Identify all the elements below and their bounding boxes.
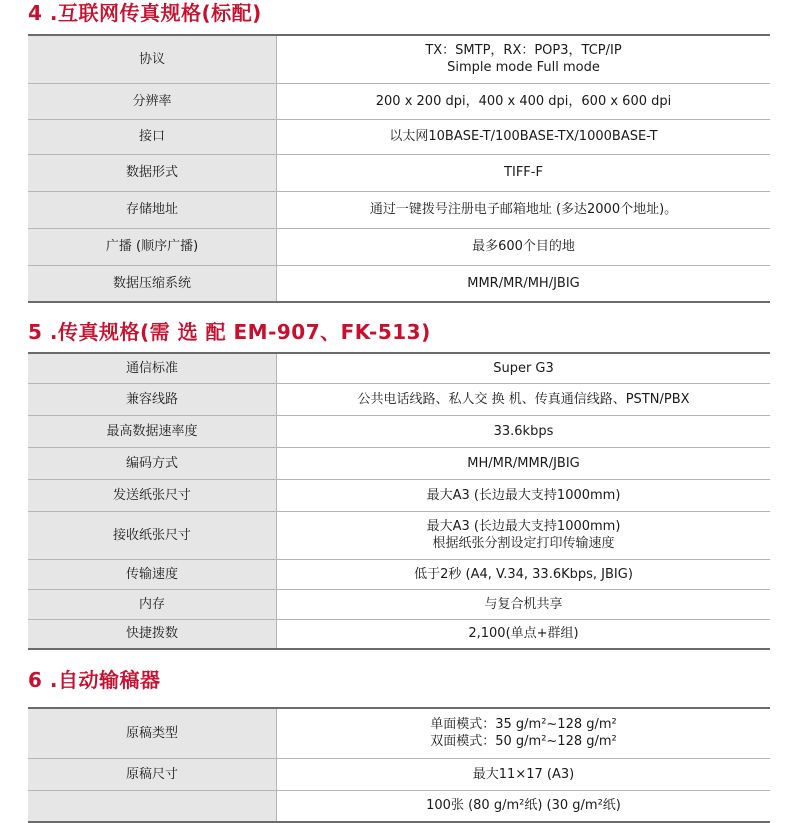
spec-value: 低于2秒 (A4, V.34, 33.6Kbps, JBIG) [277, 559, 771, 589]
table-row [28, 559, 770, 589]
table-row [28, 758, 770, 790]
spec-value [277, 35, 771, 83]
spec-value: MMR/MR/MH/JBIG [277, 265, 771, 302]
internet-fax-spec-table [28, 34, 770, 303]
spec-value: 与复合机共享 [277, 589, 771, 619]
spec-value: 2,100(单点+群组) [277, 619, 771, 649]
spec-label: 编码方式 [28, 447, 277, 479]
spec-value-line: Simple mode Full mode [447, 60, 600, 76]
table-row [28, 415, 770, 447]
table-row [28, 228, 770, 265]
spec-value: MH/MR/MMR/JBIG [277, 447, 771, 479]
section-title-internet-fax: 4 .互联网传真规格(标配) [28, 1, 262, 25]
table-row [28, 447, 770, 479]
spec-label: 存储地址 [28, 191, 277, 228]
spec-label: 传输速度 [28, 559, 277, 589]
spec-value-line: TX：SMTP，RX：POP3，TCP/IP [425, 43, 622, 59]
table-row [28, 119, 770, 154]
spec-value [277, 511, 771, 559]
spec-value-line: 双面模式：50 g/m²~128 g/m² [430, 734, 617, 750]
spec-value: 100张 (80 g/m²纸) (30 g/m²纸) [277, 790, 771, 822]
table-row [28, 35, 770, 83]
spec-value: 最大A3 (长边最大支持1000mm) [277, 479, 771, 511]
spec-value: 公共电话线路、私人交 换 机、传真通信线路、PSTN/PBX [277, 383, 771, 415]
spec-value: 最大11×17 (A3) [277, 758, 771, 790]
section-title-document-feeder: 6 .自动输稿器 [28, 668, 161, 692]
table-row [28, 383, 770, 415]
table-row [28, 708, 770, 758]
table-row [28, 191, 770, 228]
table-row [28, 83, 770, 119]
table-row [28, 619, 770, 649]
spec-label: 接口 [28, 119, 277, 154]
spec-value [277, 708, 771, 758]
table-row [28, 511, 770, 559]
spec-value: 最多600个目的地 [277, 228, 771, 265]
spec-label: 协议 [28, 35, 277, 83]
spec-label: 原稿尺寸 [28, 758, 277, 790]
spec-value-line: 最大A3 (长边最大支持1000mm) [426, 519, 621, 534]
spec-label: 快捷拨数 [28, 619, 277, 649]
spec-label: 兼容线路 [28, 383, 277, 415]
spec-label [28, 790, 277, 822]
spec-label: 分辨率 [28, 83, 277, 119]
spec-label: 原稿类型 [28, 708, 277, 758]
table-row [28, 265, 770, 302]
spec-value: Super G3 [277, 353, 771, 383]
spec-value: 通过一键拨号注册电子邮箱地址 (多达2000个地址)。 [277, 191, 771, 228]
spec-value: 200 x 200 dpi，400 x 400 dpi，600 x 600 dpi [277, 83, 771, 119]
fax-spec-table [28, 352, 770, 650]
table-row [28, 589, 770, 619]
spec-value: TIFF-F [277, 154, 771, 191]
spec-value: 33.6kbps [277, 415, 771, 447]
spec-label: 内存 [28, 589, 277, 619]
table-row [28, 790, 770, 822]
spec-label: 数据形式 [28, 154, 277, 191]
spec-label: 接收纸张尺寸 [28, 511, 277, 559]
section-title-fax: 5 .传真规格(需 选 配 EM-907、FK-513) [28, 320, 431, 344]
table-row [28, 479, 770, 511]
table-row [28, 353, 770, 383]
spec-label: 数据压缩系统 [28, 265, 277, 302]
spec-label: 最高数据速率度 [28, 415, 277, 447]
spec-label: 发送纸张尺寸 [28, 479, 277, 511]
document-feeder-spec-table [28, 707, 770, 823]
spec-value-line: 根据纸张分割设定打印传输速度 [432, 536, 615, 551]
spec-label: 通信标准 [28, 353, 277, 383]
table-row [28, 154, 770, 191]
spec-value: 以太网10BASE-T/100BASE-TX/1000BASE-T [277, 119, 771, 154]
spec-value-line: 单面模式：35 g/m²~128 g/m² [430, 717, 617, 733]
spec-label: 广播 (顺序广播) [28, 228, 277, 265]
